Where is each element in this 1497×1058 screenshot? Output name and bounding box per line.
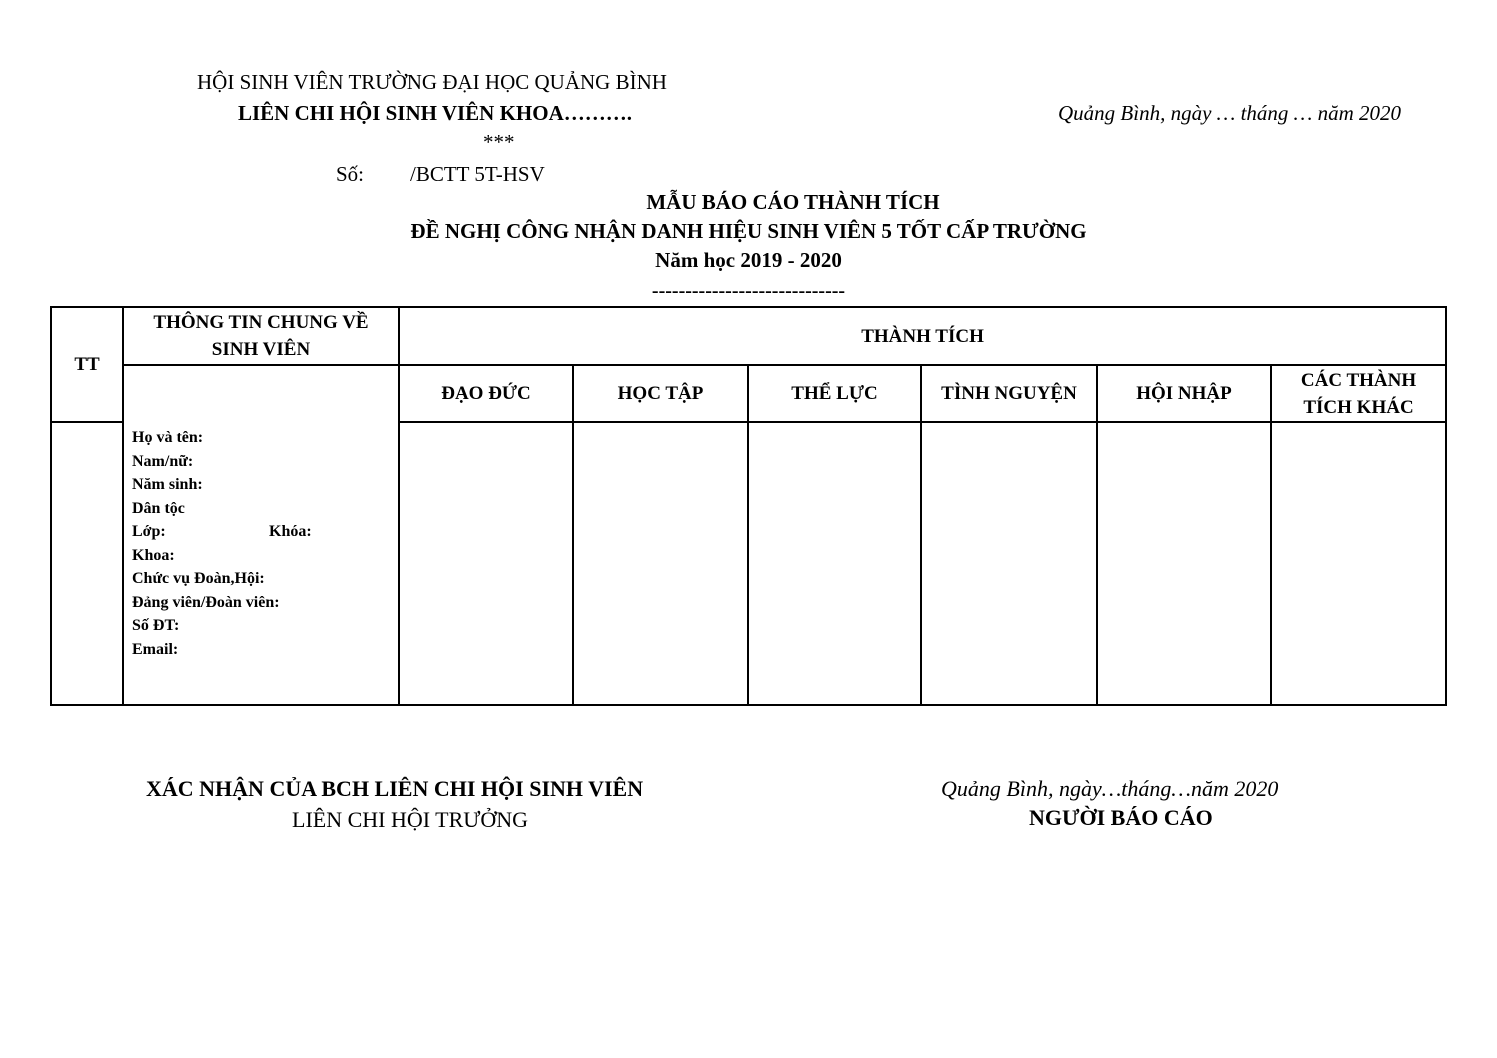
field-email: Email: [132,640,179,658]
field-membership: Đảng viên/Đoàn viên: [132,593,280,611]
study-value-cell [573,422,748,705]
confirmation-signer: LIÊN CHI HỘI TRƯỞNG [292,807,529,832]
header-stars: *** [483,130,515,154]
header-integration: HỘI NHẬP [1097,365,1271,422]
header-fitness: THỂ LỰC [748,365,921,422]
ethics-value-cell [399,422,573,705]
field-phone: Số ĐT: [132,617,180,634]
achievement-table [50,306,1447,706]
field-cohort: Khóa: [269,523,312,540]
reporter-title: NGƯỜI BÁO CÁO [1029,805,1213,830]
field-name: Họ và tên: [132,429,204,446]
field-position: Chức vụ Đoàn,Hội: [132,570,265,587]
fitness-value-cell [748,422,921,705]
field-faculty: Khoa: [132,546,175,564]
header-other: CÁC THÀNH TÍCH KHÁC [1271,365,1446,422]
school-year: Năm học 2019 - 2020 [655,248,842,272]
student-info-cell [123,365,399,705]
volunteer-value-cell [921,422,1097,705]
other-value-cell [1271,422,1446,705]
header-place-date: Quảng Bình, ngày … tháng … năm 2020 [1058,101,1401,125]
header-volunteer: TÌNH NGUYỆN [921,365,1097,422]
header-tt: TT [51,307,123,422]
tt-value-cell [51,422,123,705]
header-ethics: ĐẠO ĐỨC [399,365,573,422]
confirmation-title: XÁC NHẬN CỦA BCH LIÊN CHI HỘI SINH VIÊN [146,776,644,801]
field-gender: Nam/nữ: [132,452,194,470]
field-birth-year: Năm sinh: [132,476,203,493]
document-subtitle: ĐỀ NGHỊ CÔNG NHẬN DANH HIỆU SINH VIÊN 5 TỐT CẤP TRƯỜNG [410,219,1087,243]
field-ethnicity: Dân tộc [132,499,185,517]
title-divider: ----------------------------- [651,280,846,302]
doc-number-suffix: /BCTT 5T-HSV [410,162,545,186]
footer-place-date: Quảng Bình, ngày…tháng…năm 2020 [941,776,1279,801]
org-subunit: LIÊN CHI HỘI SINH VIÊN KHOA………. [238,101,633,125]
integration-value-cell [1097,422,1271,705]
header-achievements: THÀNH TÍCH [399,307,1446,365]
header-study: HỌC TẬP [573,365,748,422]
header-student-info: THÔNG TIN CHUNG VỀ SINH VIÊN [123,307,399,365]
doc-number-label: Số: [336,162,365,186]
org-name: HỘI SINH VIÊN TRƯỜNG ĐẠI HỌC QUẢNG BÌNH [197,70,667,94]
field-class: Lớp: [132,523,166,540]
document-title: MẪU BÁO CÁO THÀNH TÍCH [646,190,940,214]
